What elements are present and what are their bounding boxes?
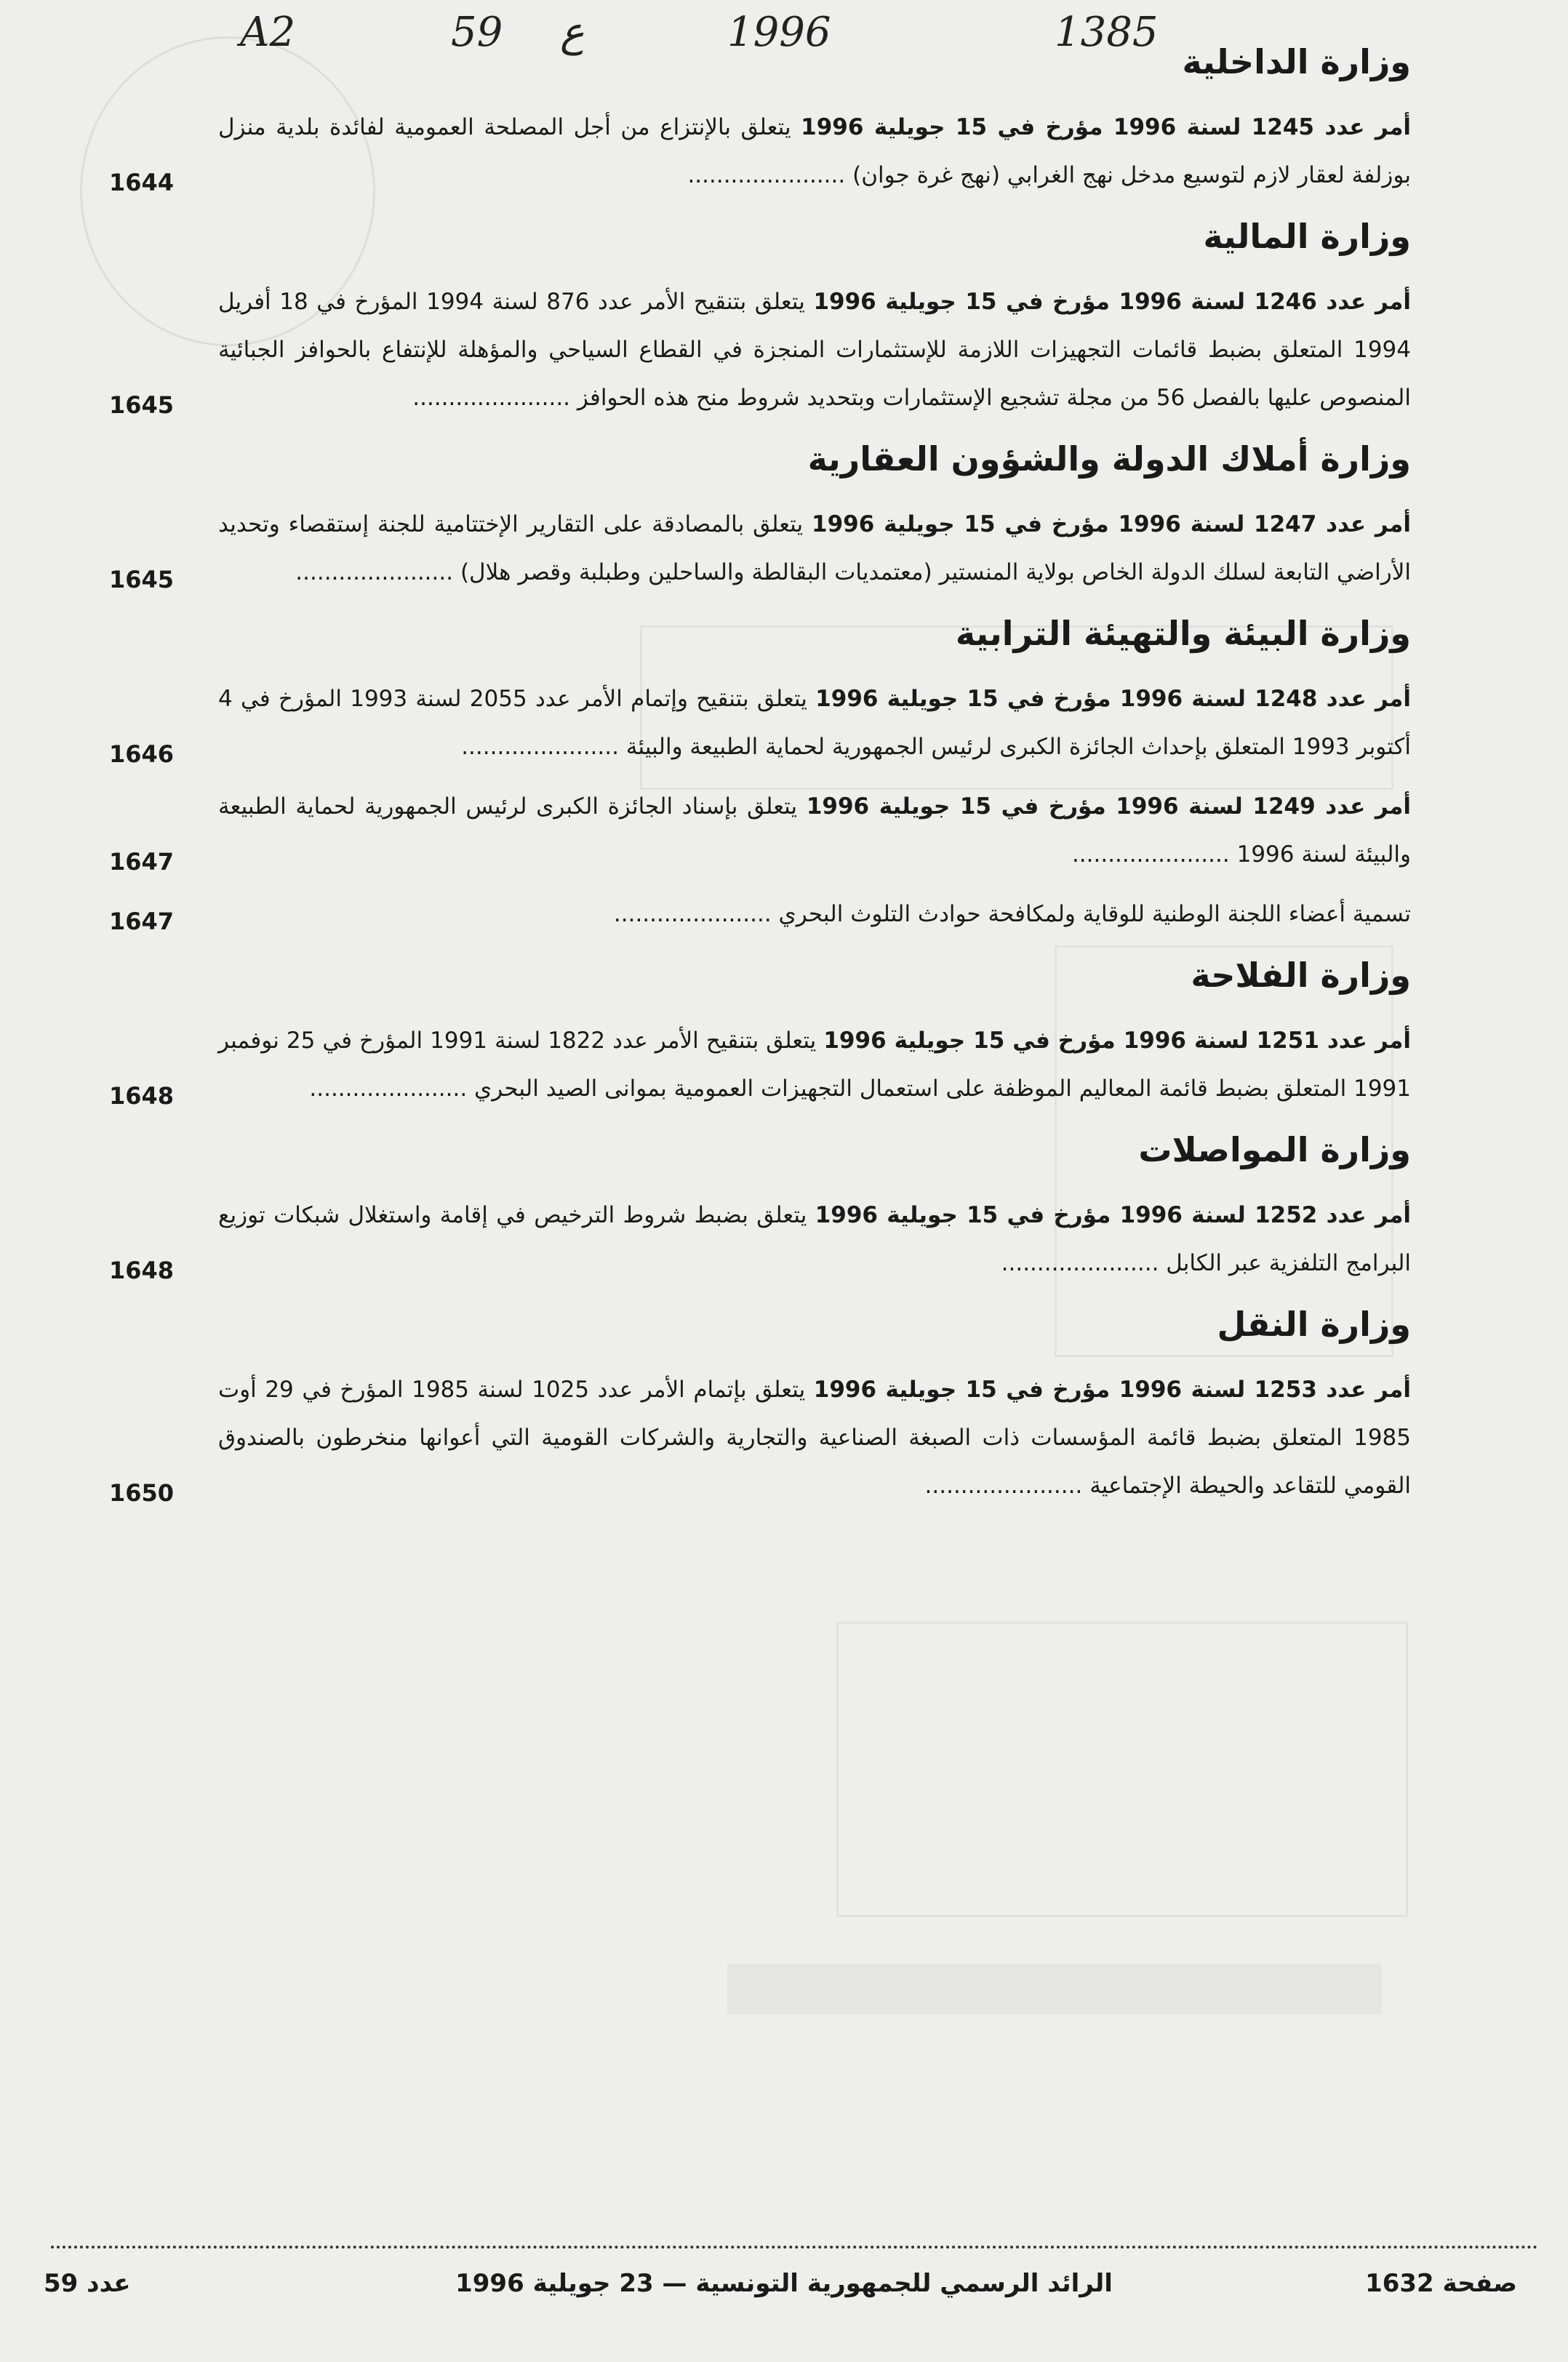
leader-dots: ......................	[1071, 841, 1237, 868]
toc-entry	[109, 1191, 1411, 1287]
entry-text	[109, 500, 1411, 596]
handwritten-annotation: 1996	[727, 9, 831, 56]
ministry-heading: وزارة الداخلية	[1182, 42, 1411, 81]
entry-text	[109, 103, 1411, 199]
leader-dots: ......................	[687, 162, 853, 188]
leader-dots: ......................	[309, 1076, 475, 1102]
decree-subject: يتعلق بتنقيح الأمر عدد 876 لسنة 1994 المؤرخ في 18 أفريل 1994 المتعلق بضبط قائمات التجهيزات اللازمة للإستثمارات المنجزة في القطاع السياحي والمؤهلة للإنتفاع بالحوافز الجبائية المنصوص عليها بالفصل 56 من مجلة تشجيع الإستثمارات وبتحديد شروط منح هذه الحوافز	[218, 289, 1411, 411]
leader-dots: ......................	[295, 559, 460, 585]
handwritten-annotation: ع	[560, 9, 585, 56]
page-number: 1645	[109, 566, 175, 593]
decree-subject: يتعلق بتنقيح وإتمام الأمر عدد 2055 لسنة 1993 المؤرخ في 4 أكتوبر 1993 المتعلق بإحداث الجائزة الكبرى لرئيس الجمهورية لحماية الطبيعة والبيئة	[218, 686, 1411, 760]
page-number: 1647	[109, 908, 175, 935]
decree-reference: أمر عدد 1248 لسنة 1996 مؤرخ في 15 جويلية 1996	[815, 686, 1411, 712]
decree-subject: يتعلق بإتمام الأمر عدد 1025 لسنة 1985 المؤرخ في 29 أوت 1985 المتعلق بضبط قائمة المؤسسات ذات الصبغة الصناعية والتجارية والشركات القومية التي أعوانها منخرطون بالصندوق القومي للتقاعد والحيطة الإجتماعية	[218, 1377, 1411, 1499]
page-number: 1648	[109, 1257, 175, 1284]
footer-journal-title: الرائد الرسمي للجمهورية التونسية — 23 جويلية 1996	[455, 2269, 1113, 2298]
decree-reference: أمر عدد 1246 لسنة 1996 مؤرخ في 15 جويلية 1996	[813, 289, 1411, 315]
decree-reference: أمر عدد 1245 لسنة 1996 مؤرخ في 15 جويلية 1996	[801, 114, 1412, 140]
bleedthrough-frame	[836, 1622, 1408, 1917]
toc-entry	[109, 278, 1411, 422]
toc-entry	[109, 675, 1411, 771]
entry-text	[109, 675, 1411, 771]
bleedthrough-band	[727, 1963, 1382, 2014]
page-number: 1647	[109, 848, 175, 876]
handwritten-annotation: 59	[451, 9, 503, 56]
page-number: 1645	[109, 391, 175, 419]
decree-subject: يتعلق بإسناد الجائزة الكبرى لرئيس الجمهورية لحماية الطبيعة والبيئة لسنة 1996	[218, 793, 1411, 868]
entry-text	[109, 1017, 1411, 1113]
footer-page-label: صفحة 1632	[1365, 2269, 1517, 2298]
page-number: 1646	[109, 740, 175, 768]
decree-reference: أمر عدد 1251 لسنة 1996 مؤرخ في 15 جويلية 1996	[823, 1028, 1411, 1054]
decree-reference: أمر عدد 1252 لسنة 1996 مؤرخ في 15 جويلية 1996	[815, 1202, 1412, 1228]
toc-entry	[109, 782, 1411, 878]
handwritten-annotation: 1385	[1055, 9, 1159, 56]
page-number: 1644	[109, 169, 175, 196]
table-of-contents	[109, 29, 1411, 1521]
decree-reference: أمر عدد 1249 لسنة 1996 مؤرخ في 15 جويلية 1996	[806, 793, 1411, 820]
page-number: 1648	[109, 1082, 175, 1110]
decree-reference: أمر عدد 1253 لسنة 1996 مؤرخ في 15 جويلية 1996	[813, 1377, 1411, 1403]
footer-issue-number: عدد 59	[44, 2269, 131, 2298]
ministry-heading: وزارة أملاك الدولة والشؤون العقارية	[807, 439, 1411, 479]
page-number: 1650	[109, 1479, 175, 1507]
toc-entry	[109, 500, 1411, 596]
toc-entry	[109, 103, 1411, 199]
decree-subject: يتعلق بتنقيح الأمر عدد 1822 لسنة 1991 المؤرخ في 25 نوفمبر 1991 المتعلق بضبط قائمة المعاليم الموظفة على استعمال التجهيزات العمومية بموانى الصيد البحري	[218, 1028, 1411, 1102]
ministry-heading: وزارة المواصلات	[1138, 1130, 1411, 1169]
toc-entry	[109, 1366, 1411, 1510]
decree-subject: يتعلق بضبط شروط الترخيص في إقامة واستغلال شبكات توزيع البرامج التلفزية عبر الكابل	[218, 1202, 1411, 1276]
ministry-heading: وزارة النقل	[1217, 1305, 1411, 1344]
entry-text	[109, 782, 1411, 878]
leader-dots: ......................	[412, 385, 577, 411]
leader-dots: ......................	[924, 1473, 1090, 1499]
ministry-heading: وزارة البيئة والتهيئة الترابية	[955, 614, 1411, 653]
entry-text	[109, 1366, 1411, 1510]
leader-dots: ......................	[1001, 1250, 1167, 1276]
entry-text	[109, 890, 1411, 938]
toc-entry	[109, 890, 1411, 938]
entry-text	[109, 1191, 1411, 1287]
decree-reference: أمر عدد 1247 لسنة 1996 مؤرخ في 15 جويلية 1996	[812, 511, 1411, 537]
decree-subject: يتعلق بالإنتزاع من أجل المصلحة العمومية لفائدة بلدية منزل بوزلفة لعقار لازم لتوسيع مدخل نهج الغرابي (نهج غرة جوان)	[218, 114, 1411, 188]
toc-entry	[109, 1017, 1411, 1113]
leader-dots: ......................	[613, 901, 779, 927]
decree-subject: تسمية أعضاء اللجنة الوطنية للوقاية ولمكافحة حوادث التلوث البحري	[778, 901, 1411, 927]
footer-rule	[51, 2246, 1538, 2249]
handwritten-annotation: A2	[240, 9, 296, 56]
ministry-heading: وزارة الفلاحة	[1191, 956, 1411, 995]
leader-dots: ......................	[461, 734, 626, 760]
entry-text	[109, 278, 1411, 422]
ministry-heading: وزارة المالية	[1203, 217, 1411, 256]
decree-subject: يتعلق بالمصادقة على التقارير الإختتامية للجنة إستقصاء وتحديد الأراضي التابعة لسلك الدولة الخاص بولاية المنستير (معتمديات البقالطة والساحلين وطبلبة وقصر هلال)	[218, 511, 1411, 585]
